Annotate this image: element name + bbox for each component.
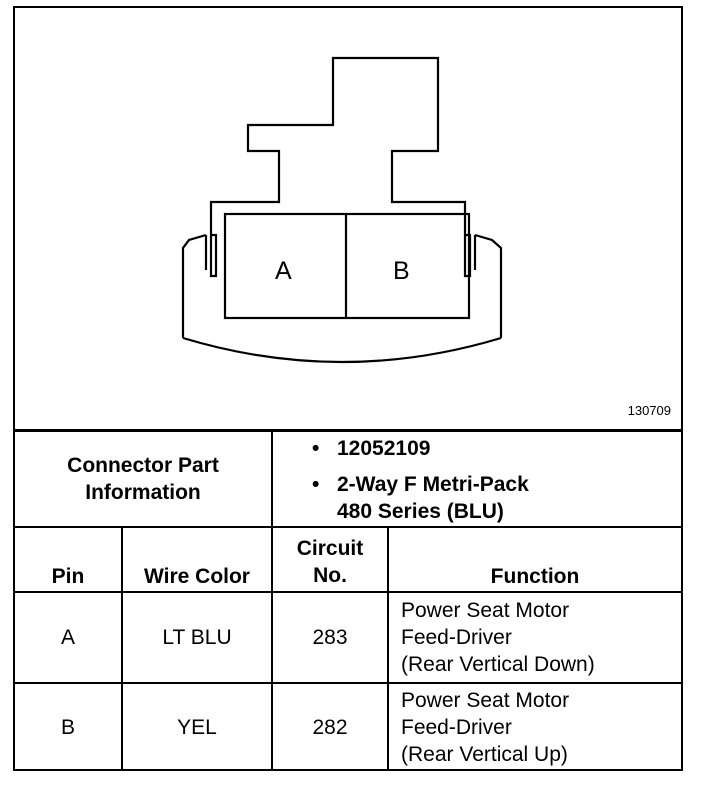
connector-type-item-cont [312,498,672,525]
connector-outline [15,8,681,429]
pin-a-label: A [275,257,292,285]
info-label-line2: Information [85,481,201,504]
connector-type-line2: 480 Series (BLU) [337,500,504,523]
row-b-pin: B [60,715,75,739]
drawing-number: 130709 [627,403,671,418]
connector-type-line1: 2-Way F Metri-Pack [337,473,529,496]
part-number-item [312,435,672,462]
connector-sheet [13,6,683,771]
header-circuit-no: Circuit No. [296,537,364,587]
row-b-function: Power Seat Motor Feed-Driver (Rear Vertical Up) [401,689,570,766]
row-a-wire-color: LT BLU [162,625,232,649]
part-number: 12052109 [337,437,431,460]
row-a-pin: A [60,625,75,649]
info-label-line1: Connector Part [67,454,219,477]
connector-drawing [15,8,681,429]
info-label [15,432,271,526]
row-a-function: Power Seat Motor Feed-Driver (Rear Vertical Down) [401,599,595,676]
header-function: Function [490,565,580,588]
connector-type-item [312,471,672,498]
row-b-wire-color: YEL [177,715,217,739]
row-a-circuit: 283 [312,625,348,649]
bullet: • [312,473,320,496]
bullet: • [312,437,320,460]
pin-b-label: B [393,257,410,285]
header-pin: Pin [51,565,85,588]
info-details [312,435,672,525]
header-wire-color: Wire Color [144,565,250,588]
info-divider [271,429,273,528]
row-b-circuit: 282 [312,715,348,739]
